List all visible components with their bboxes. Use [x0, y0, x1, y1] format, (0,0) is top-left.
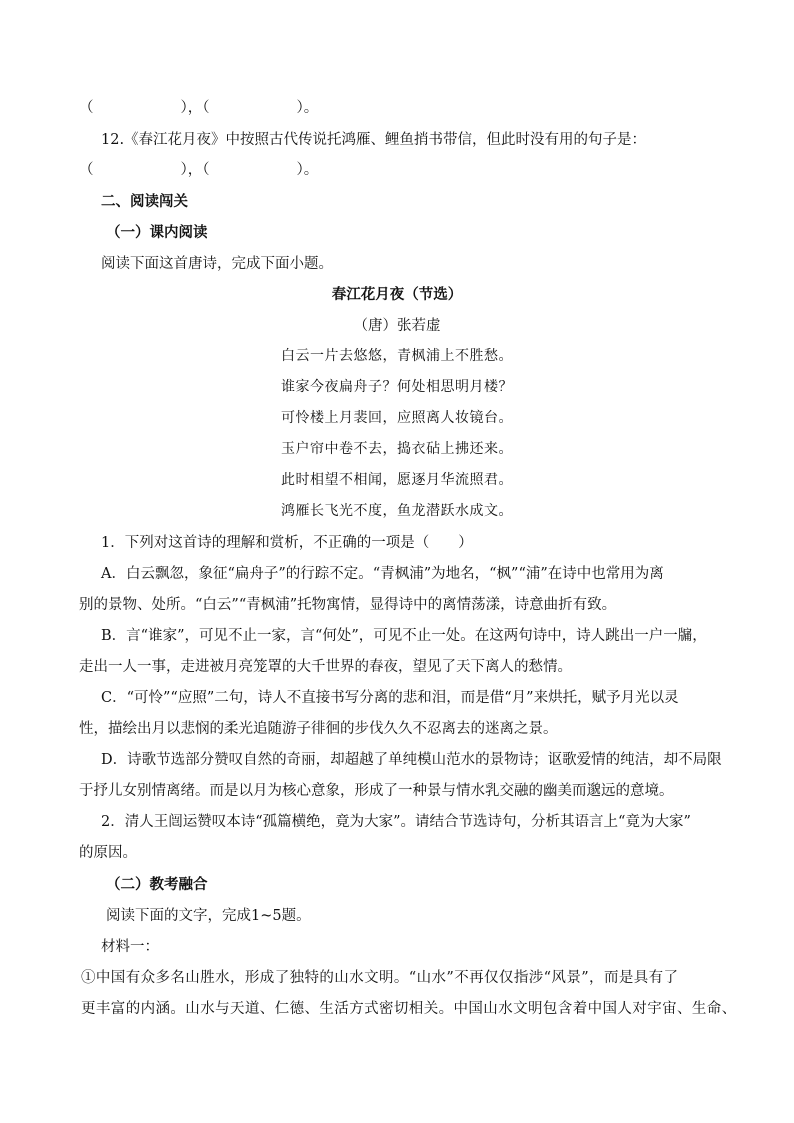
- option-b: B．言“谁家”，可见不止一家，言“何处”，可见不止一处。在这两句诗中，诗人跳出一户一牖，: [101, 628, 707, 644]
- reading-instruction: 阅读下面这首唐诗，完成下面小题。: [101, 256, 333, 272]
- option-a: A．白云飘忽，象征“扁舟子”的行踪不定。“青枫浦”为地名，“枫”“浦”在诗中也常用为离: [101, 566, 664, 582]
- subsection-heading-teaching-exam: （二）教考融合: [106, 876, 208, 893]
- section-heading: 二、阅读闯关: [101, 193, 188, 210]
- reading-instruction-2: 阅读下面的文字，完成1~5题。: [106, 908, 311, 924]
- question-2: 2．清人王闿运赞叹本诗“孤篇横绝，竟为大家”。请结合节选诗句，分析其语言上“竟为大家”: [101, 814, 691, 830]
- material-label: 材料一：: [101, 939, 159, 955]
- q12-answer-line: （ ），（ ）。: [79, 162, 319, 178]
- question-1-stem: 1．下列对这首诗的理解和赏析，不正确的一项是（ ）: [101, 535, 473, 551]
- option-a-cont: 别的景物、处所。“白云”“青枫浦”托物寓情，显得诗中的离情荡漾，诗意曲折有致。: [79, 597, 617, 613]
- option-d-cont: 于抒儿女别情离绪。而是以月为核心意象，形成了一种景与情水乳交融的幽美而邈远的意境。: [79, 783, 674, 799]
- option-d: D．诗歌节选部分赞叹自然的奇丽，却超越了单纯模山范水的景物诗；讴歌爱情的纯洁，却不局限: [101, 752, 722, 768]
- poem-title: 春江花月夜（节选）: [331, 286, 463, 303]
- material-paragraph-cont: 更丰富的内涵。山水与天道、仁德、生活方式密切相关。中国山水文明包含着中国人对宇宙、生命、: [81, 1001, 737, 1017]
- poem-line: 谁家今夜扁舟子？何处相思明月楼？: [281, 379, 513, 395]
- poem-line: 玉户帘中卷不去，捣衣砧上拂还来。: [281, 441, 513, 457]
- poem-line: 白云一片去悠悠，青枫浦上不胜愁。: [281, 348, 513, 364]
- poem-author: （唐）张若虚: [353, 318, 441, 334]
- option-b-cont: 走出一人一事，走进被月亮笼罩的大千世界的春夜，望见了天下离人的愁情。: [79, 659, 572, 675]
- option-c-cont: 性，描绘出月以悲悯的柔光追随游子徘徊的步伐久久不忍离去的迷离之景。: [79, 721, 558, 737]
- poem-line: 鸿雁长飞光不度，鱼龙潜跃水成文。: [281, 503, 513, 519]
- material-paragraph: ①中国有众多名山胜水，形成了独特的山水文明。“山水”不再仅仅指涉“风景”，而是具有了: [81, 970, 679, 986]
- q12-prompt: 12.《春江花月夜》中按照古代传说托鸿雁、鲤鱼捎书带信，但此时没有用的句子是：: [101, 132, 647, 148]
- poem-line: 可怜楼上月裴回，应照离人妆镜台。: [281, 410, 513, 426]
- q11-answer-line: （ ），（ ）。: [79, 100, 319, 116]
- poem-line: 此时相望不相闻，愿逐月华流照君。: [281, 472, 513, 488]
- subsection-heading-in-class-reading: （一）课内阅读: [106, 224, 208, 241]
- question-2-cont: 的原因。: [79, 845, 137, 861]
- option-c: C．“可怜”“应照”二句，诗人不直接书写分离的悲和泪，而是借“月”来烘托，赋予月光以灵: [101, 690, 679, 706]
